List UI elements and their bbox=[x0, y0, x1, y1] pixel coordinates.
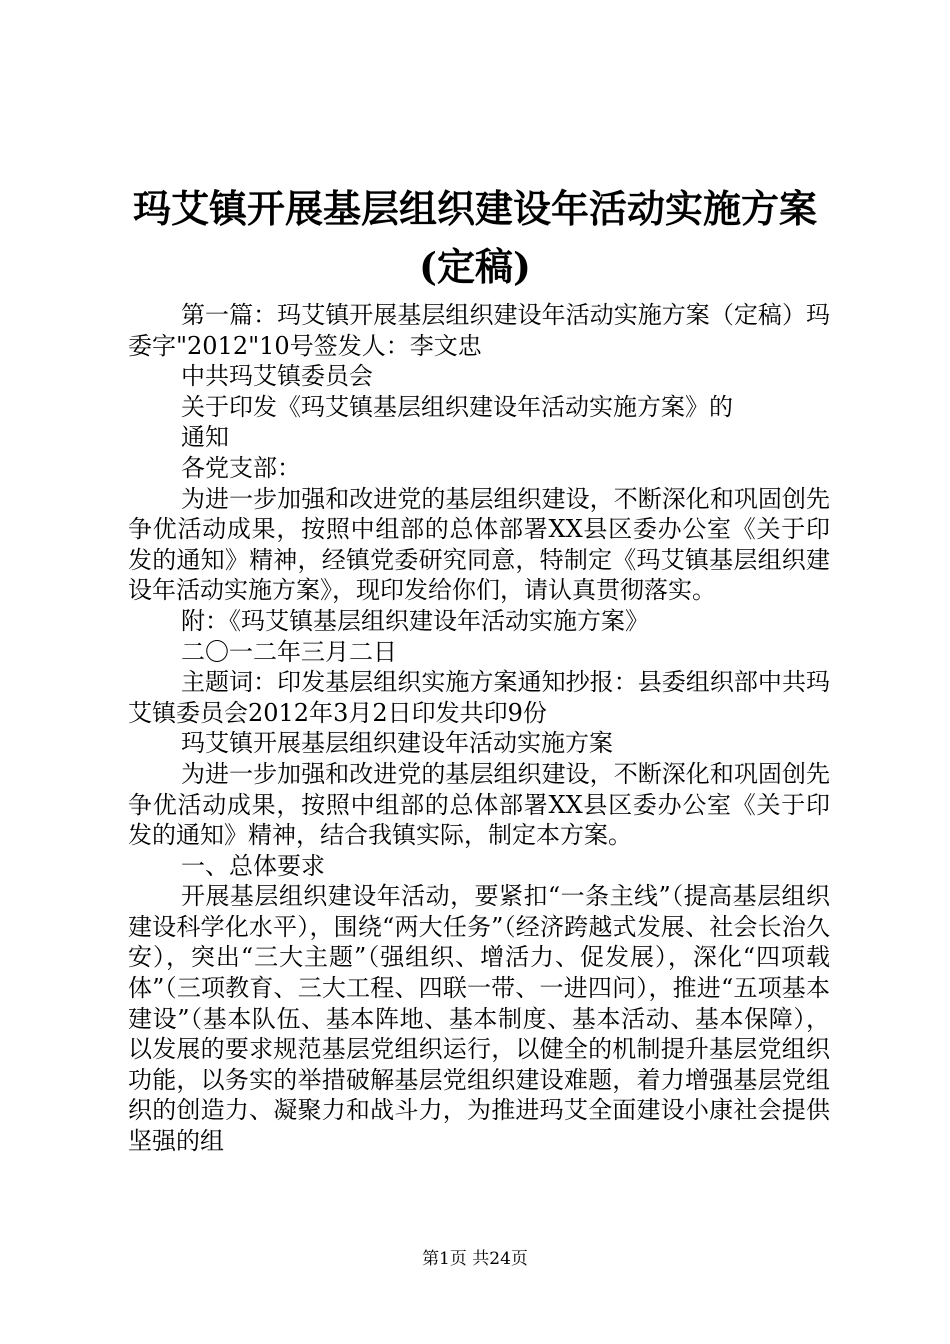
page-number-footer: 第1页 共24页 bbox=[422, 1249, 528, 1269]
document-title: 玛艾镇开展基层组织建设年活动实施方案(定稿) bbox=[132, 186, 817, 289]
paragraph: 主题词：印发基层组织实施方案通知抄报：县委组织部中共玛艾镇委员会2012年3月2日印发共印9份 bbox=[128, 668, 830, 727]
paragraph: 玛艾镇开展基层组织建设年活动实施方案 bbox=[181, 729, 613, 758]
paragraph: 开展基层组织建设年活动，要紧扣“一条主线”（提高基层组织建设科学化水平），围绕“两大任务”（经济跨越式发展、社会长治久安），突出“三大主题”（强组织、增活力、促发展），深化“四项载体”（三项教育、三大工程、四联一带、一进四问），推进“五项基本建设”（基本队伍、基本阵地、基本制度、基本活动、基本保障），以发展的要求规范基层党组织运行，以健全的机制提升基层党组织功能，以务实的举措破解基层党组织建设难题，着力增强基层党组织的创造力、凝聚力和战斗力，为推进玛艾全面建设小康社会提供坚强的组 bbox=[128, 882, 830, 1156]
paragraph: 为进一步加强和改进党的基层组织建设，不断深化和巩固创先争优活动成果，按照中组部的总体部署XX县区委办公室《关于印发的通知》精神，结合我镇实际，制定本方案。 bbox=[128, 759, 830, 850]
paragraph: 附：《玛艾镇基层组织建设年活动实施方案》 bbox=[181, 606, 649, 635]
paragraph: 二〇一二年三月二日 bbox=[181, 637, 397, 666]
paragraph: 各党支部： bbox=[181, 453, 301, 482]
paragraph: 中共玛艾镇委员会 bbox=[181, 362, 373, 391]
document-body bbox=[128, 300, 830, 1157]
paragraph: 一、总体要求 bbox=[181, 851, 325, 880]
paragraph: 为进一步加强和改进党的基层组织建设，不断深化和巩固创先争优活动成果，按照中组部的总体部署XX县区委办公室《关于印发的通知》精神，经镇党委研究同意，特制定《玛艾镇基层组织建设年活动实施方案》，现印发给你们，请认真贯彻落实。 bbox=[128, 484, 830, 605]
paragraph: 关于印发《玛艾镇基层组织建设年活动实施方案》的 bbox=[181, 392, 733, 421]
paragraph: 通知 bbox=[181, 423, 229, 452]
paragraph: 第一篇：玛艾镇开展基层组织建设年活动实施方案（定稿）玛委字"2012"10号签发人：李文忠 bbox=[128, 301, 830, 360]
